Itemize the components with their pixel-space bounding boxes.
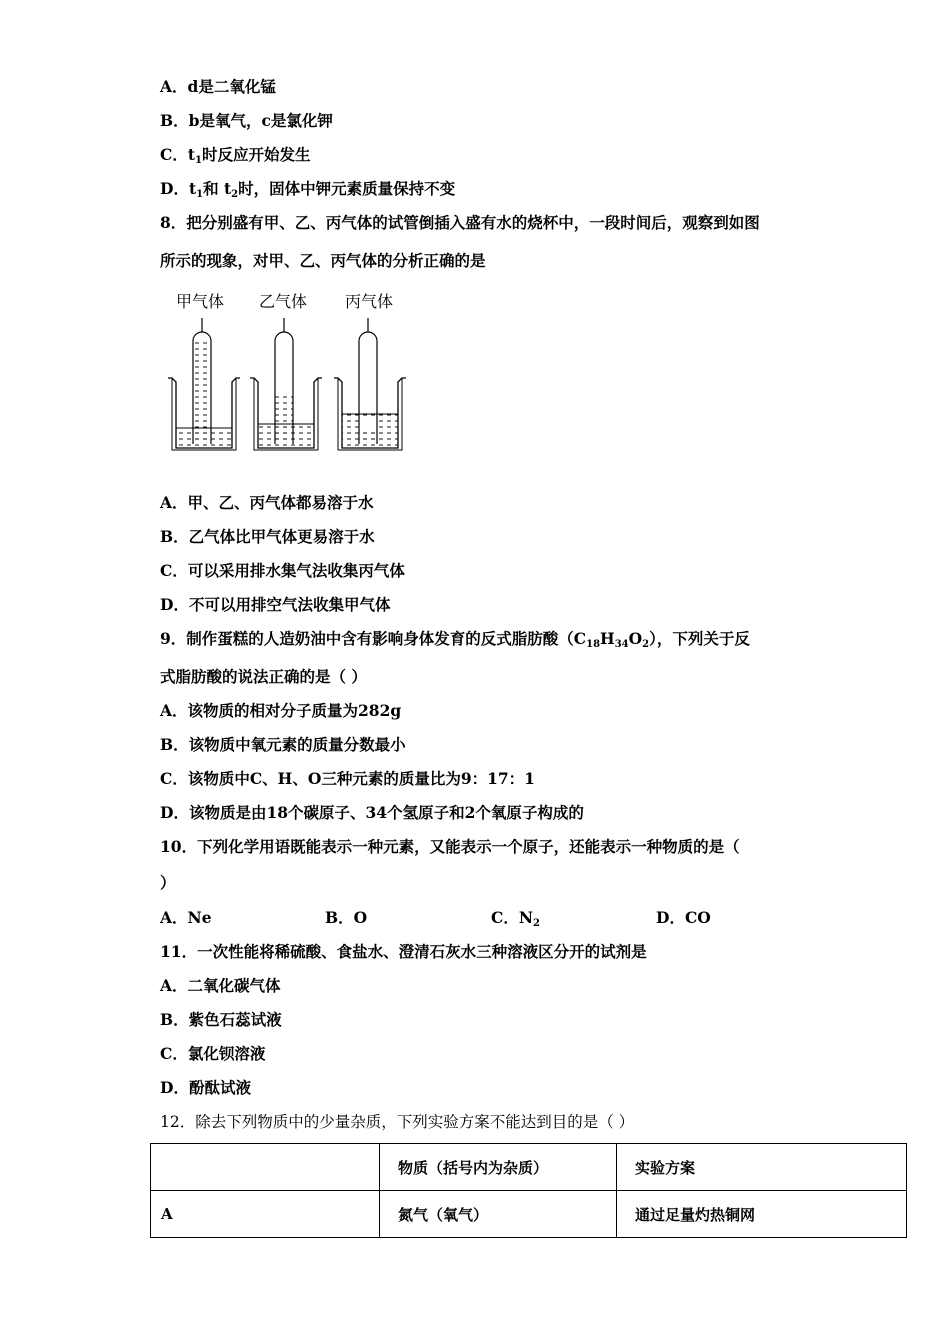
- label-yi: 乙气体: [259, 292, 308, 311]
- q8-figure: [162, 286, 412, 456]
- q7-option-d-prefix: D．t: [160, 179, 197, 198]
- table-header-cell-0: [151, 1144, 380, 1191]
- q9-formula-sub2: 34: [614, 639, 629, 650]
- q9-formula-sub3: 2: [642, 639, 650, 650]
- q12-stem: 12．除去下列物质中的少量杂质，下列实验方案不能达到目的是（ ）: [160, 1113, 635, 1131]
- tube-yi: [275, 318, 293, 444]
- q9-option-d: D．该物质是由18个碳原子、34个氢原子和2个氧原子构成的: [160, 803, 584, 822]
- q9-option-a: A．该物质的相对分子质量为282g: [160, 701, 402, 720]
- q7-option-c-sub: 1: [195, 155, 202, 166]
- tube-jia-water: [193, 338, 211, 444]
- q9-formula-h: H: [600, 629, 615, 648]
- q11-option-b: B．紫色石蕊试液: [160, 1010, 282, 1029]
- q7-option-d-sub2: 2: [231, 189, 239, 200]
- q7-option-c-prefix: C．t: [160, 145, 195, 164]
- table-row: [151, 1191, 907, 1238]
- q12-table: [150, 1143, 907, 1238]
- tube-yi-water: [275, 394, 293, 444]
- tube-bing: [359, 318, 377, 444]
- q10-options-row: [160, 908, 800, 928]
- q7-option-a: A．d是二氧化锰: [160, 77, 276, 96]
- q8-option-b: B．乙气体比甲气体更易溶于水: [160, 527, 375, 546]
- table-cell-2: 通过足量灼热铜网: [617, 1191, 907, 1238]
- q9-formula-sub1: 18: [586, 639, 601, 650]
- q10-option-c-sub: 2: [533, 918, 540, 929]
- table-header-row: [151, 1144, 907, 1191]
- q10-stem-line1: 10．下列化学用语既能表示一种元素，又能表示一个原子，还能表示一种物质的是（: [160, 837, 740, 856]
- tube-jia: [193, 318, 211, 444]
- q7-option-c: [160, 145, 310, 165]
- q9-stem-suffix: ），下列关于反: [649, 629, 750, 648]
- q10-option-c: [491, 908, 540, 928]
- q11-option-c: C．氯化钡溶液: [160, 1044, 266, 1063]
- q11-option-d: D．酚酞试液: [160, 1078, 251, 1097]
- q7-option-d: [160, 179, 455, 199]
- label-bing: 丙气体: [345, 292, 394, 311]
- table-cell-0: A: [151, 1191, 380, 1238]
- q9-formula-o: O: [628, 629, 643, 648]
- q11-option-a: A．二氧化碳气体: [160, 976, 281, 995]
- q8-stem-line2: 所示的现象，对甲、乙、丙气体的分析正确的是: [160, 251, 486, 270]
- q8-stem-line1: 8．把分别盛有甲、乙、丙气体的试管倒插入盛有水的烧杯中，一段时间后，观察到如图: [160, 213, 760, 232]
- q9-stem-prefix: 9．制作蛋糕的人造奶油中含有影响身体发育的反式脂肪酸（C: [160, 629, 587, 648]
- q7-option-d-sub1: 1: [196, 189, 204, 200]
- table-header-cell-1: 物质（括号内为杂质）: [380, 1144, 617, 1191]
- q10-option-a: A．Ne: [160, 908, 212, 927]
- q8-option-a: A．甲、乙、丙气体都易溶于水: [160, 493, 374, 512]
- q10-stem-line2: ）: [160, 873, 176, 892]
- q9-option-c: C．该物质中C、H、O三种元素的质量比为9：17：1: [160, 769, 535, 788]
- tube-bing-water: [359, 433, 377, 444]
- q10-option-b: B．O: [325, 908, 368, 927]
- q7-option-d-suffix: 时，固体中钾元素质量保持不变: [238, 179, 456, 198]
- q10-option-c-prefix: C．N: [491, 908, 534, 927]
- q7-option-b: B．b是氧气，c是氯化钾: [160, 111, 333, 130]
- q7-option-d-mid: 和 t: [203, 179, 232, 198]
- q8-figure-svg: [162, 286, 412, 456]
- q8-option-d: D．不可以用排空气法收集甲气体: [160, 595, 391, 614]
- q7-option-c-suffix: 时反应开始发生: [201, 145, 311, 164]
- label-jia: 甲气体: [176, 292, 225, 311]
- q9-stem-line1: [160, 629, 750, 649]
- table-header-cell-2: 实验方案: [617, 1144, 907, 1191]
- q9-stem-line2: 式脂肪酸的说法正确的是（ ）: [160, 667, 367, 686]
- q8-option-c: C．可以采用排水集气法收集丙气体: [160, 561, 405, 580]
- q9-option-b: B．该物质中氧元素的质量分数最小: [160, 735, 406, 754]
- table-cell-1: 氮气（氧气）: [380, 1191, 617, 1238]
- q10-option-d: D．CO: [656, 908, 711, 927]
- q11-stem: 11．一次性能将稀硫酸、食盐水、澄清石灰水三种溶液区分开的试剂是: [160, 942, 647, 961]
